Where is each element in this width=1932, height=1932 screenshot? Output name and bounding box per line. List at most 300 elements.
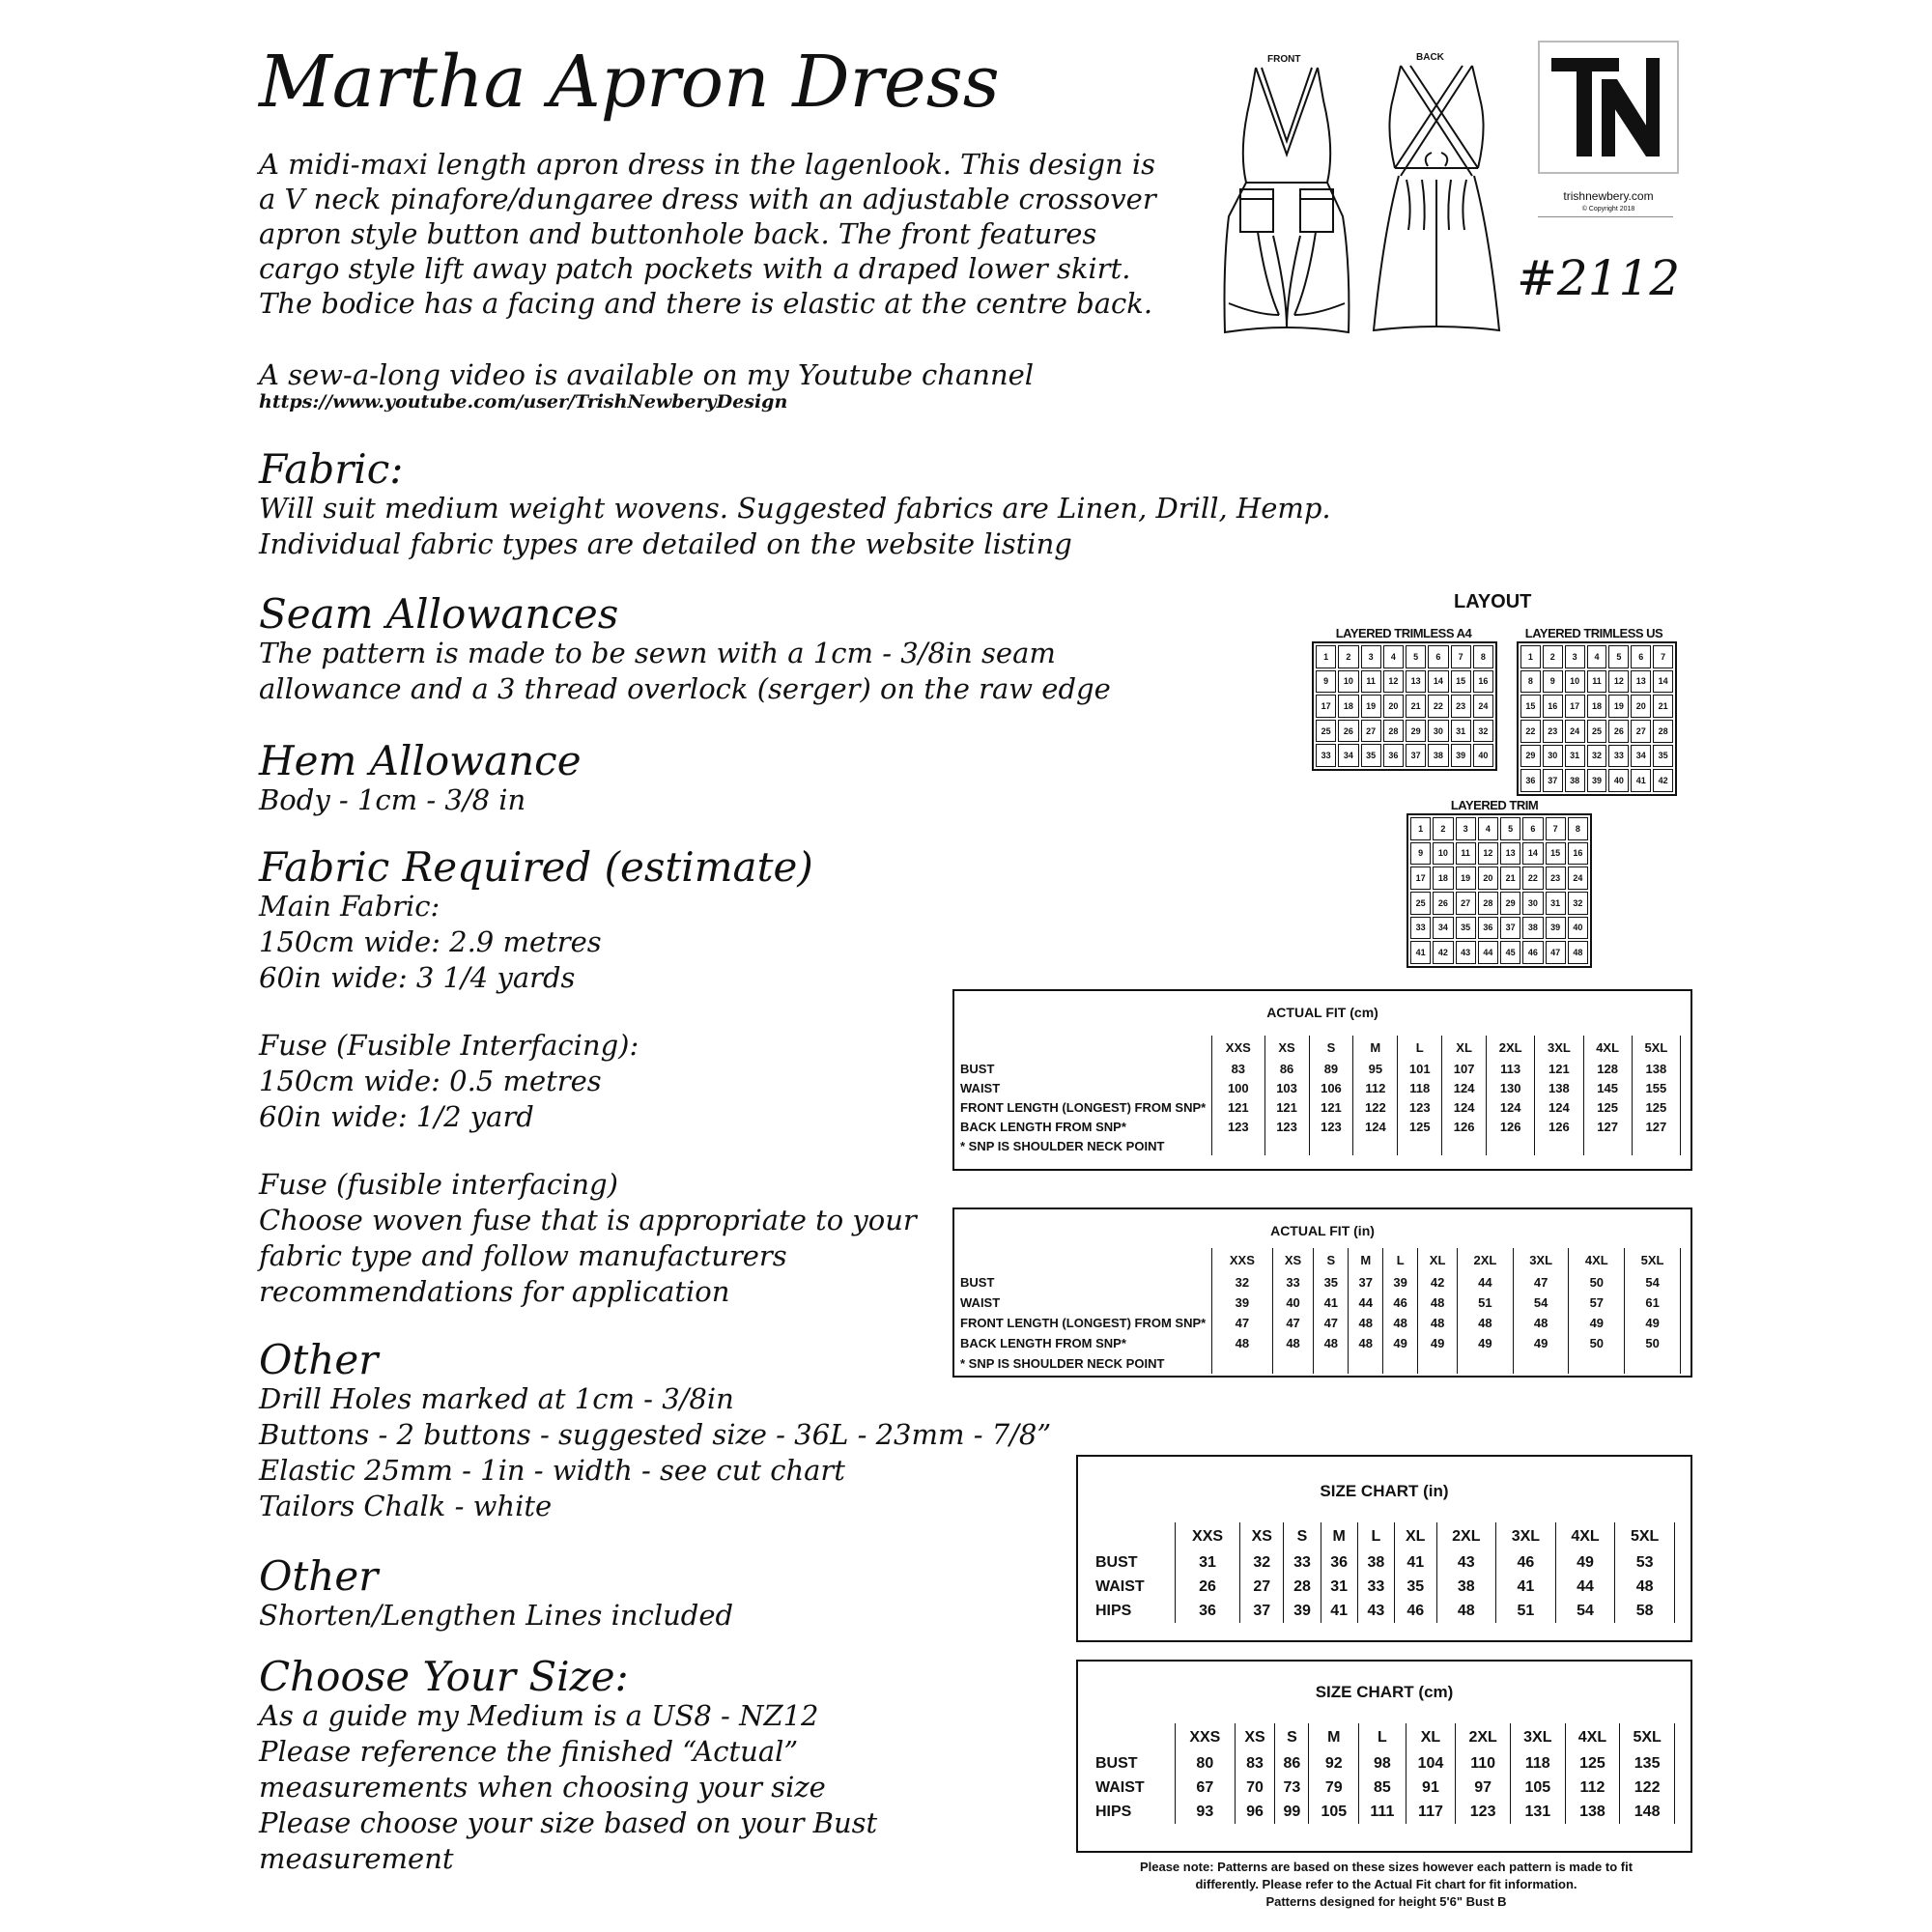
table-cell: 106	[1309, 1078, 1353, 1097]
size-header: XL	[1442, 1036, 1487, 1059]
table-cell: 46	[1383, 1293, 1418, 1313]
grid-cell: 20	[1478, 867, 1498, 890]
grid-cell: 18	[1587, 695, 1607, 718]
table-cell: 48	[1418, 1293, 1458, 1313]
table-row	[1095, 1550, 1675, 1575]
size-header: 4XL	[1555, 1522, 1615, 1550]
table-cell: 48	[1513, 1313, 1569, 1333]
table-cell: 98	[1359, 1751, 1406, 1776]
grid-label-trim: LAYERED TRIM	[1450, 798, 1539, 812]
table-cell	[1418, 1353, 1458, 1374]
table-cell: 86	[1264, 1059, 1309, 1078]
table-row	[960, 1293, 1681, 1313]
other-line: Elastic 25mm - 1in - width - see cut chart	[259, 1454, 845, 1487]
logo-website: trishnewbery.com	[1563, 189, 1654, 203]
table-cell: 105	[1309, 1800, 1359, 1824]
table-cell: 44	[1458, 1272, 1514, 1293]
size-header: L	[1357, 1522, 1394, 1550]
size-header: XS	[1272, 1248, 1314, 1272]
grid-cell: 13	[1631, 670, 1651, 694]
table-cell: 91	[1406, 1776, 1456, 1800]
table-cell	[1487, 1136, 1535, 1155]
grid-cell: 44	[1478, 941, 1498, 964]
table-cell: 46	[1496, 1550, 1556, 1575]
grid-cell: 8	[1520, 670, 1541, 694]
grid-cell: 38	[1522, 917, 1543, 940]
table-cell: 96	[1235, 1800, 1275, 1824]
table-cell: 138	[1535, 1078, 1583, 1097]
row-label: * SNP IS SHOULDER NECK POINT	[960, 1138, 1165, 1153]
grid-cell: 28	[1478, 892, 1498, 915]
grid-cell: 39	[1546, 917, 1566, 940]
table-cell: 123	[1309, 1117, 1353, 1136]
table-cell	[1442, 1136, 1487, 1155]
table-cell: 48	[1458, 1313, 1514, 1333]
size-header: M	[1321, 1522, 1357, 1550]
grid-cell: 6	[1522, 817, 1543, 840]
grid-cell: 11	[1587, 670, 1607, 694]
grid-label-us: LAYERED TRIMLESS US	[1524, 626, 1663, 640]
grid-cell: 10	[1433, 842, 1453, 866]
hem-line: Body - 1cm - 3/8 in	[259, 783, 526, 816]
youtube-link[interactable]: https://www.youtube.com/user/TrishNewberyDesign	[259, 391, 788, 412]
size-header: XXS	[1212, 1248, 1273, 1272]
table-cell: 43	[1436, 1550, 1496, 1575]
layout-grid-a4	[1312, 641, 1497, 771]
grid-cell: 37	[1500, 917, 1520, 940]
fabric-line: Individual fabric types are detailed on the website listing	[259, 527, 1072, 560]
table-cell: 130	[1487, 1078, 1535, 1097]
table-cell: 58	[1615, 1599, 1675, 1623]
table-cell: 49	[1458, 1333, 1514, 1353]
grid-cell: 10	[1565, 670, 1585, 694]
table-cell: 48	[1272, 1333, 1314, 1353]
grid-cell: 18	[1433, 867, 1453, 890]
table-cell: 51	[1458, 1293, 1514, 1313]
grid-cell: 23	[1546, 867, 1566, 890]
other-line: Drill Holes marked at 1cm - 3/8in	[259, 1382, 734, 1415]
table-cell	[1314, 1353, 1349, 1374]
intro-line: cargo style lift away patch pockets with a draped lower skirt.	[259, 252, 1131, 285]
grid-cell: 8	[1473, 645, 1493, 668]
table-cell: 105	[1510, 1776, 1565, 1800]
grid-cell: 36	[1520, 769, 1541, 792]
header-spacer	[960, 1036, 1212, 1059]
grid-cell: 32	[1568, 892, 1588, 915]
table-cell: 125	[1398, 1117, 1442, 1136]
table-header-row	[960, 1036, 1681, 1059]
table-cell: 70	[1235, 1776, 1275, 1800]
grid-label-a4: LAYERED TRIMLESS A4	[1335, 626, 1472, 640]
table-cell: 50	[1569, 1272, 1625, 1293]
main-fabric-heading: Main Fabric:	[259, 890, 440, 923]
grid-cell: 12	[1478, 842, 1498, 866]
table-cell: 93	[1176, 1800, 1236, 1824]
grid-cell: 9	[1316, 670, 1336, 694]
grid-cell: 20	[1383, 695, 1404, 718]
header-spacer	[1095, 1522, 1176, 1550]
intro-paragraph	[259, 147, 1225, 321]
table-cell: 121	[1535, 1059, 1583, 1078]
table-cell: 80	[1176, 1751, 1236, 1776]
table-cell: 48	[1212, 1333, 1273, 1353]
grid-cell: 23	[1543, 720, 1563, 743]
table-cell: 49	[1569, 1313, 1625, 1333]
grid-cell: 31	[1565, 745, 1585, 768]
grid-cell: 29	[1520, 745, 1541, 768]
table-cell: 33	[1357, 1575, 1394, 1599]
table-cell: 31	[1176, 1550, 1240, 1575]
row-label: BACK LENGTH FROM SNP*	[960, 1336, 1126, 1350]
table-cell	[1264, 1136, 1309, 1155]
grid-cell: 21	[1653, 695, 1673, 718]
table-cell: 127	[1583, 1117, 1632, 1136]
grid-cell: 38	[1565, 769, 1585, 792]
table-cell	[1513, 1353, 1569, 1374]
table-row	[960, 1313, 1681, 1333]
grid-cell: 7	[1546, 817, 1566, 840]
fuse-info-line: Choose woven fuse that is appropriate to your	[259, 1204, 917, 1236]
table-cell: 54	[1625, 1272, 1681, 1293]
grid-cell: 19	[1456, 867, 1476, 890]
table-cell: 124	[1442, 1078, 1487, 1097]
size-header: L	[1398, 1036, 1442, 1059]
grid-cell: 4	[1383, 645, 1404, 668]
other-line: Buttons - 2 buttons - suggested size - 36L - 23mm - 7/8”	[259, 1418, 1052, 1451]
size-header: S	[1275, 1723, 1309, 1751]
table-cell: 148	[1620, 1800, 1675, 1824]
grid-cell: 33	[1608, 745, 1629, 768]
grid-cell: 15	[1451, 670, 1471, 694]
table-cell: 123	[1456, 1800, 1511, 1824]
grid-cell: 25	[1587, 720, 1607, 743]
size-footnote	[1067, 1859, 1705, 1911]
table-cell: 113	[1487, 1059, 1535, 1078]
grid-cell: 39	[1587, 769, 1607, 792]
size-header: 3XL	[1496, 1522, 1556, 1550]
size-header: XXS	[1212, 1036, 1265, 1059]
grid-cell: 25	[1316, 720, 1336, 743]
size-header: XS	[1264, 1036, 1309, 1059]
table-cell: 49	[1383, 1333, 1418, 1353]
brand-logo	[1538, 41, 1679, 174]
grid-cell: 11	[1361, 670, 1381, 694]
table-cell: 123	[1398, 1097, 1442, 1117]
table-cell: 86	[1275, 1751, 1309, 1776]
choose-size-line: Please reference the finished “Actual”	[259, 1735, 799, 1768]
grid-cell: 22	[1522, 867, 1543, 890]
grid-cell: 31	[1546, 892, 1566, 915]
table-cell: 32	[1212, 1272, 1273, 1293]
table-cell	[1349, 1353, 1383, 1374]
table-row	[960, 1097, 1681, 1117]
grid-cell: 14	[1428, 670, 1448, 694]
grid-cell: 24	[1568, 867, 1588, 890]
grid-cell: 23	[1451, 695, 1471, 718]
table-cell: 39	[1212, 1293, 1273, 1313]
grid-cell: 1	[1316, 645, 1336, 668]
back-sketch-label: BACK	[1416, 52, 1444, 63]
grid-cell: 41	[1631, 769, 1651, 792]
row-label: BACK LENGTH FROM SNP*	[960, 1119, 1126, 1134]
page-title: Martha Apron Dress	[259, 41, 1000, 124]
table-cell: 37	[1349, 1272, 1383, 1293]
table-cell: 128	[1583, 1059, 1632, 1078]
table-cell: 49	[1513, 1333, 1569, 1353]
grid-cell: 38	[1428, 744, 1448, 767]
grid-cell: 1	[1520, 645, 1541, 668]
table-cell: 54	[1555, 1599, 1615, 1623]
table-row	[960, 1272, 1681, 1293]
table-cell: 138	[1632, 1059, 1680, 1078]
table-cell: 111	[1359, 1800, 1406, 1824]
grid-cell: 40	[1473, 744, 1493, 767]
table-cell: 41	[1496, 1575, 1556, 1599]
table-row	[1095, 1800, 1675, 1824]
table-cell: 97	[1456, 1776, 1511, 1800]
table-cell: 46	[1394, 1599, 1436, 1623]
grid-cell: 29	[1406, 720, 1426, 743]
table-cell: 50	[1569, 1333, 1625, 1353]
choose-size-heading: Choose Your Size:	[259, 1653, 629, 1700]
table-cell	[1309, 1136, 1353, 1155]
table-cell: 47	[1314, 1313, 1349, 1333]
choose-size-line: Please choose your size based on your Bust	[259, 1806, 878, 1839]
fabric-line: Will suit medium weight wovens. Suggested fabrics are Linen, Drill, Hemp.	[259, 492, 1331, 525]
grid-cell: 18	[1338, 695, 1358, 718]
table-cell: 125	[1565, 1751, 1620, 1776]
row-label: FRONT LENGTH (LONGEST) FROM SNP*	[960, 1316, 1207, 1330]
table-title: SIZE CHART (cm)	[1315, 1683, 1454, 1701]
grid-cell: 40	[1608, 769, 1629, 792]
table-cell	[1398, 1136, 1442, 1155]
tn-monogram-icon	[1540, 43, 1677, 172]
layout-grid-trim	[1406, 813, 1592, 968]
grid-cell: 21	[1500, 867, 1520, 890]
front-dress-sketch	[1219, 62, 1354, 342]
table-cell: 131	[1510, 1800, 1565, 1824]
table-cell: 124	[1442, 1097, 1487, 1117]
table-cell: 123	[1264, 1117, 1309, 1136]
table-cell: 125	[1583, 1097, 1632, 1117]
size-header: M	[1349, 1248, 1383, 1272]
table-cell: 101	[1398, 1059, 1442, 1078]
grid-cell: 27	[1361, 720, 1381, 743]
table-cell: 126	[1535, 1117, 1583, 1136]
table-cell	[1212, 1353, 1273, 1374]
row-label: WAIST	[960, 1080, 1001, 1095]
grid-cell: 6	[1631, 645, 1651, 668]
size-chart-cm-table	[1076, 1660, 1692, 1853]
table-cell: 67	[1176, 1776, 1236, 1800]
row-label: * SNP IS SHOULDER NECK POINT	[960, 1356, 1165, 1371]
table-header-row	[1095, 1522, 1675, 1550]
grid-cell: 7	[1653, 645, 1673, 668]
table-cell: 41	[1314, 1293, 1349, 1313]
header-spacer	[1095, 1723, 1176, 1751]
size-header: XL	[1394, 1522, 1436, 1550]
grid-cell: 36	[1383, 744, 1404, 767]
grid-cell: 35	[1456, 917, 1476, 940]
table-cell: 104	[1406, 1751, 1456, 1776]
table-cell: 41	[1394, 1550, 1436, 1575]
grid-cell: 30	[1522, 892, 1543, 915]
table-cell: 47	[1212, 1313, 1273, 1333]
table-cell: 124	[1535, 1097, 1583, 1117]
grid-cell: 9	[1410, 842, 1431, 866]
table-cell: 35	[1314, 1272, 1349, 1293]
grid-cell: 36	[1478, 917, 1498, 940]
table-cell: 83	[1235, 1751, 1275, 1776]
intro-line: A midi-maxi length apron dress in the lagenlook. This design is	[259, 148, 1156, 181]
size-header: S	[1309, 1036, 1353, 1059]
table-cell	[1272, 1353, 1314, 1374]
main-fabric-line: 60in wide: 3 1/4 yards	[259, 961, 576, 994]
grid-cell: 33	[1410, 917, 1431, 940]
grid-cell: 16	[1543, 695, 1563, 718]
table-cell: 122	[1353, 1097, 1398, 1117]
grid-cell: 47	[1546, 941, 1566, 964]
table-title: ACTUAL FIT (in)	[1270, 1223, 1375, 1238]
grid-cell: 34	[1433, 917, 1453, 940]
size-header: M	[1353, 1036, 1398, 1059]
pattern-number: #2112	[1517, 250, 1681, 306]
other-heading: Other	[259, 1336, 379, 1383]
grid-cell: 37	[1406, 744, 1426, 767]
grid-cell: 35	[1361, 744, 1381, 767]
grid-cell: 42	[1653, 769, 1673, 792]
table-cell: 40	[1272, 1293, 1314, 1313]
table-cell: 33	[1272, 1272, 1314, 1293]
size-header: 2XL	[1458, 1248, 1514, 1272]
grid-cell: 24	[1565, 720, 1585, 743]
table-row	[960, 1136, 1681, 1155]
row-label: BUST	[1095, 1754, 1138, 1772]
size-header: S	[1314, 1248, 1349, 1272]
table-cell: 73	[1275, 1776, 1309, 1800]
table-title: SIZE CHART (in)	[1320, 1482, 1449, 1500]
size-header: XL	[1406, 1723, 1456, 1751]
table-cell: 44	[1555, 1575, 1615, 1599]
footnote-line: Patterns designed for height 5'6" Bust B	[1265, 1894, 1507, 1909]
size-header: 5XL	[1625, 1248, 1681, 1272]
grid-cell: 27	[1631, 720, 1651, 743]
table-cell: 48	[1314, 1333, 1349, 1353]
grid-cell: 1	[1410, 817, 1431, 840]
size-header: 2XL	[1487, 1036, 1535, 1059]
table-cell: 124	[1487, 1097, 1535, 1117]
sewalong-text: A sew-a-long video is available on my Youtube channel	[259, 358, 1035, 391]
size-header: XL	[1418, 1248, 1458, 1272]
grid-cell: 39	[1451, 744, 1471, 767]
table-cell: 48	[1418, 1313, 1458, 1333]
table-cell: 117	[1406, 1800, 1456, 1824]
grid-cell: 30	[1543, 745, 1563, 768]
grid-cell: 37	[1543, 769, 1563, 792]
table-cell: 48	[1436, 1599, 1496, 1623]
grid-cell: 5	[1406, 645, 1426, 668]
table-row	[960, 1059, 1681, 1078]
table-row	[960, 1078, 1681, 1097]
grid-cell: 41	[1410, 941, 1431, 964]
grid-cell: 22	[1428, 695, 1448, 718]
grid-cell: 14	[1653, 670, 1673, 694]
fuse-info-line: recommendations for application	[259, 1275, 730, 1308]
grid-cell: 3	[1361, 645, 1381, 668]
size-header: M	[1309, 1723, 1359, 1751]
table-cell: 49	[1418, 1333, 1458, 1353]
logo-letters: TN	[1607, 170, 1609, 171]
size-header: 5XL	[1615, 1522, 1675, 1550]
grid-cell: 33	[1316, 744, 1336, 767]
logo-copyright: © Copyright 2018	[1581, 206, 1635, 213]
row-label: WAIST	[960, 1295, 1001, 1310]
table-cell: 79	[1309, 1776, 1359, 1800]
table-cell	[1535, 1136, 1583, 1155]
table-cell: 124	[1353, 1117, 1398, 1136]
table-title: ACTUAL FIT (cm)	[1266, 1005, 1378, 1020]
grid-cell: 30	[1428, 720, 1448, 743]
row-label: BUST	[960, 1061, 995, 1076]
grid-cell: 16	[1568, 842, 1588, 866]
grid-cell: 5	[1500, 817, 1520, 840]
size-header: L	[1359, 1723, 1406, 1751]
table-row	[960, 1117, 1681, 1136]
table-header-row	[960, 1248, 1681, 1272]
layout-title: LAYOUT	[1454, 591, 1532, 612]
grid-cell: 46	[1522, 941, 1543, 964]
grid-cell: 31	[1451, 720, 1471, 743]
grid-cell: 12	[1608, 670, 1629, 694]
table-cell: 123	[1212, 1117, 1265, 1136]
table-cell: 121	[1309, 1097, 1353, 1117]
size-header: XXS	[1176, 1723, 1236, 1751]
table-cell: 42	[1418, 1272, 1458, 1293]
grid-cell: 34	[1631, 745, 1651, 768]
table-cell	[1353, 1136, 1398, 1155]
table-cell: 155	[1632, 1078, 1680, 1097]
front-sketch-label: FRONT	[1267, 54, 1301, 65]
grid-cell: 17	[1410, 867, 1431, 890]
grid-cell: 22	[1520, 720, 1541, 743]
table-cell: 112	[1353, 1078, 1398, 1097]
table-cell: 32	[1240, 1550, 1284, 1575]
back-dress-sketch	[1364, 60, 1509, 340]
table-cell: 110	[1456, 1751, 1511, 1776]
table-header-row	[1095, 1723, 1675, 1751]
table-cell: 54	[1513, 1293, 1569, 1313]
other-line: Shorten/Lengthen Lines included	[259, 1599, 734, 1632]
table-cell: 38	[1436, 1575, 1496, 1599]
table-cell: 122	[1620, 1776, 1675, 1800]
size-header: 4XL	[1583, 1036, 1632, 1059]
grid-cell: 32	[1587, 745, 1607, 768]
grid-cell: 27	[1456, 892, 1476, 915]
table-cell: 36	[1176, 1599, 1240, 1623]
row-label: WAIST	[1095, 1577, 1145, 1595]
footnote-line: Please note: Patterns are based on these sizes however each pattern is made to fit	[1139, 1860, 1634, 1874]
table-row	[1095, 1575, 1675, 1599]
size-chart-in-table	[1076, 1455, 1692, 1642]
grid-cell: 28	[1653, 720, 1673, 743]
grid-cell: 5	[1608, 645, 1629, 668]
table-cell: 48	[1349, 1313, 1383, 1333]
table-cell: 44	[1349, 1293, 1383, 1313]
grid-cell: 40	[1568, 917, 1588, 940]
size-header: 4XL	[1569, 1248, 1625, 1272]
grid-cell: 2	[1543, 645, 1563, 668]
table-cell: 31	[1321, 1575, 1357, 1599]
